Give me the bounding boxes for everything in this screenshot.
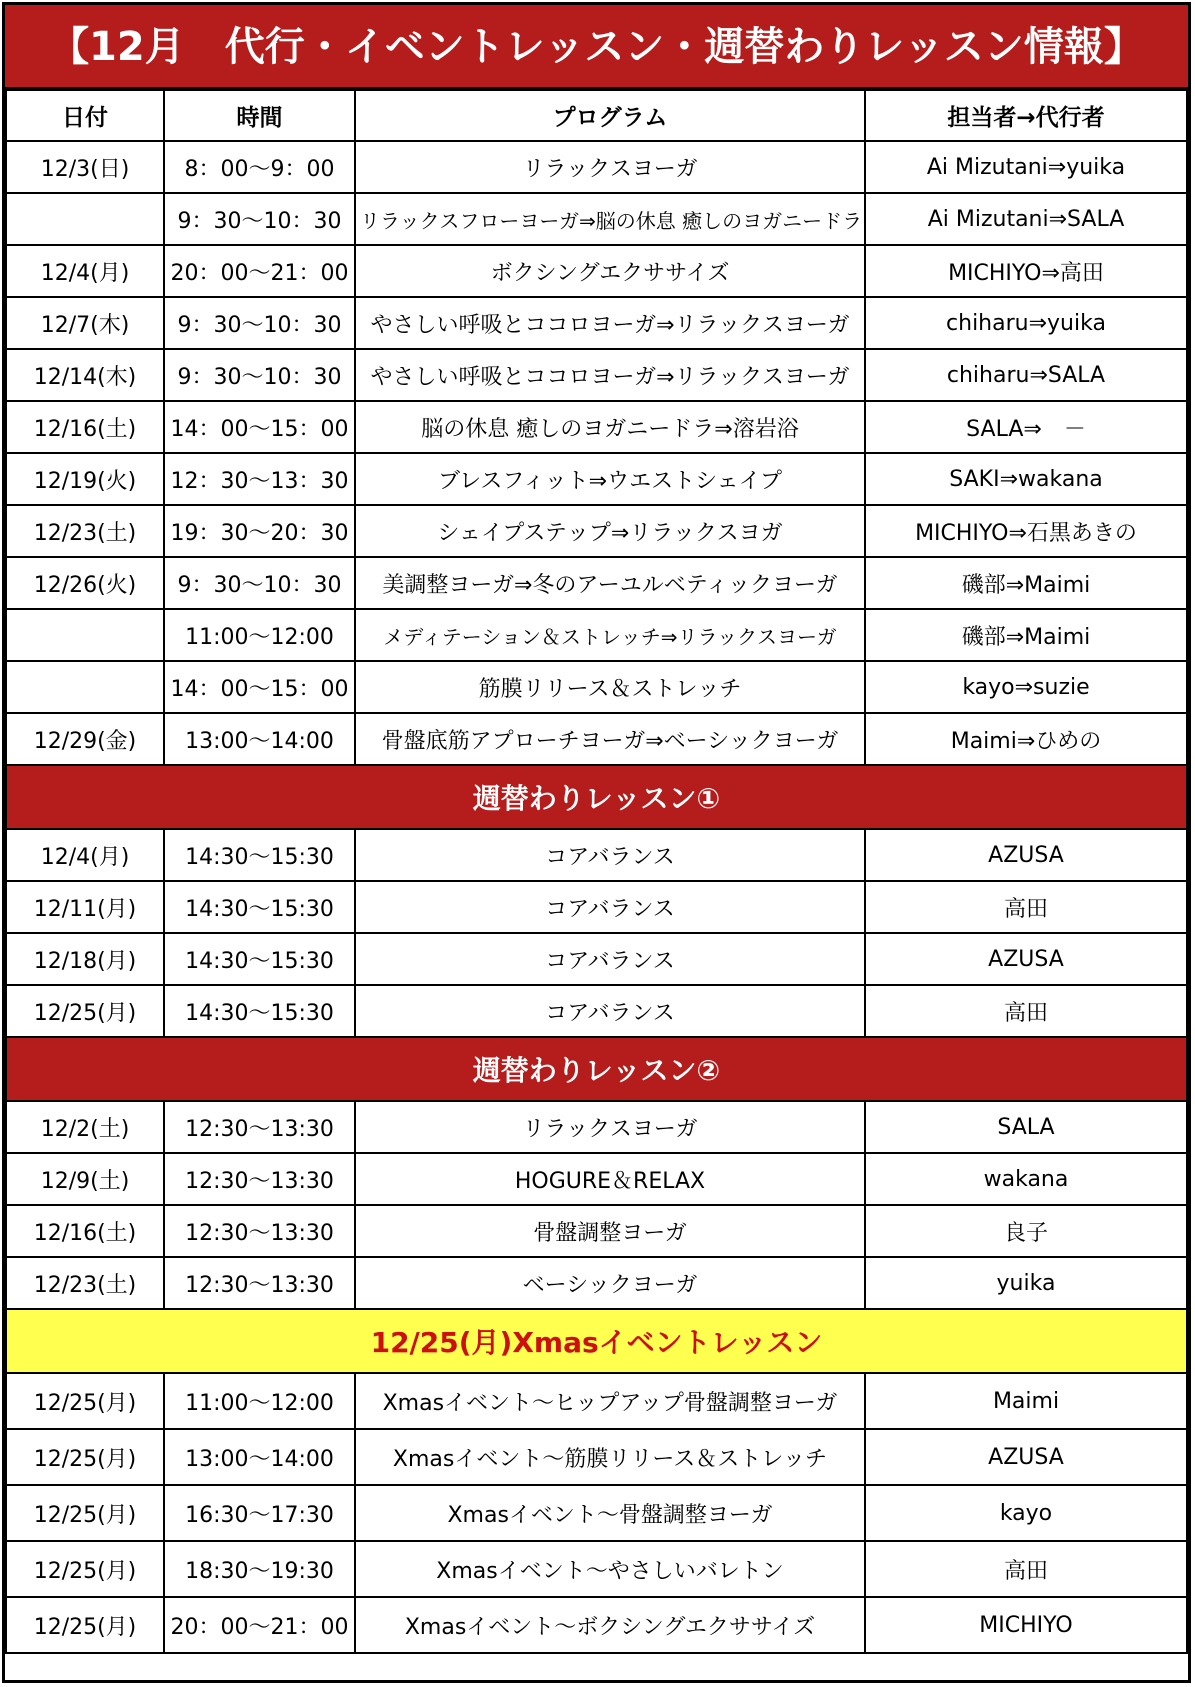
program-cell: Xmasイベント～骨盤調整ヨーガ (355, 1485, 865, 1541)
program-cell: シェイプステップ⇒リラックスヨガ (355, 505, 865, 557)
instructor-cell: SALA⇒ － (865, 401, 1187, 453)
time-cell: 9：30～10：30 (164, 557, 355, 609)
program-cell: 骨盤調整ヨーガ (355, 1205, 865, 1257)
table-row (6, 1153, 1187, 1205)
time-cell: 14:30～15:30 (164, 881, 355, 933)
program-cell: Xmasイベント～やさしいバレトン (355, 1541, 865, 1597)
table-row (6, 193, 1187, 245)
section-weekly-2 (6, 1037, 1187, 1101)
instructor-cell: 高田 (865, 985, 1187, 1037)
date-cell: 12/29(金) (6, 713, 164, 765)
program-cell: コアバランス (355, 933, 865, 985)
program-cell: HOGURE＆RELAX (355, 1153, 865, 1205)
section-xmas (6, 1309, 1187, 1373)
time-cell: 9：30～10：30 (164, 193, 355, 245)
section-weekly-1-title: 週替わりレッスン① (6, 765, 1187, 829)
program-cell: コアバランス (355, 985, 865, 1037)
program-cell: Xmasイベント～筋膜リリース＆ストレッチ (355, 1429, 865, 1485)
program-cell: やさしい呼吸とココロヨーガ⇒リラックスヨーガ (355, 349, 865, 401)
instructor-cell: Maimi⇒ひめの (865, 713, 1187, 765)
time-cell: 9：30～10：30 (164, 349, 355, 401)
date-cell: 12/25(月) (6, 1373, 164, 1429)
instructor-cell: chiharu⇒yuika (865, 297, 1187, 349)
table-row (6, 1597, 1187, 1653)
program-cell: ボクシングエクササイズ (355, 245, 865, 297)
instructor-cell: kayo (865, 1485, 1187, 1541)
date-cell: 12/23(土) (6, 505, 164, 557)
table-row (6, 245, 1187, 297)
section-weekly-1 (6, 765, 1187, 829)
time-cell: 12:30～13:30 (164, 1257, 355, 1309)
instructor-cell: 良子 (865, 1205, 1187, 1257)
time-cell: 14：00～15：00 (164, 661, 355, 713)
table-row (6, 557, 1187, 609)
instructor-cell: AZUSA (865, 1429, 1187, 1485)
instructor-cell: 磯部⇒Maimi (865, 609, 1187, 661)
program-cell: リラックスフローヨーガ⇒脳の休息 癒しのヨガニードラ (355, 193, 865, 245)
date-cell: 12/3(日) (6, 141, 164, 193)
table-row (6, 141, 1187, 193)
program-cell: ベーシックヨーガ (355, 1257, 865, 1309)
instructor-cell: Maimi (865, 1373, 1187, 1429)
time-cell: 14:30～15:30 (164, 829, 355, 881)
time-cell: 14:30～15:30 (164, 933, 355, 985)
table-row (6, 297, 1187, 349)
date-cell: 12/23(土) (6, 1257, 164, 1309)
date-cell: 12/11(月) (6, 881, 164, 933)
program-cell: 脳の休息 癒しのヨガニードラ⇒溶岩浴 (355, 401, 865, 453)
instructor-cell: MICHIYO⇒高田 (865, 245, 1187, 297)
instructor-cell: kayo⇒suzie (865, 661, 1187, 713)
instructor-cell: Ai Mizutani⇒yuika (865, 141, 1187, 193)
time-cell: 8：00～9：00 (164, 141, 355, 193)
program-cell: Xmasイベント～ボクシングエクササイズ (355, 1597, 865, 1653)
program-cell: Xmasイベント～ヒップアップ骨盤調整ヨーガ (355, 1373, 865, 1429)
table-row (6, 349, 1187, 401)
date-cell: 12/16(土) (6, 1205, 164, 1257)
table-row (6, 505, 1187, 557)
time-cell: 11:00～12:00 (164, 609, 355, 661)
date-cell: 12/9(土) (6, 1153, 164, 1205)
table-row (6, 713, 1187, 765)
table-row (6, 881, 1187, 933)
program-cell: コアバランス (355, 829, 865, 881)
time-cell: 19：30～20：30 (164, 505, 355, 557)
date-cell: 12/2(土) (6, 1101, 164, 1153)
instructor-cell: chiharu⇒SALA (865, 349, 1187, 401)
time-cell: 11:00～12:00 (164, 1373, 355, 1429)
time-cell: 9：30～10：30 (164, 297, 355, 349)
time-cell: 16:30～17:30 (164, 1485, 355, 1541)
program-cell: やさしい呼吸とココロヨーガ⇒リラックスヨーガ (355, 297, 865, 349)
table-row (6, 829, 1187, 881)
time-cell: 12:30～13:30 (164, 1101, 355, 1153)
table-row (6, 985, 1187, 1037)
header-instructor: 担当者→代行者 (865, 90, 1187, 141)
program-cell: コアバランス (355, 881, 865, 933)
page-title: 【12月 代行・イベントレッスン・週替わりレッスン情報】 (5, 5, 1188, 89)
instructor-cell: SAKI⇒wakana (865, 453, 1187, 505)
date-cell: 12/25(月) (6, 1485, 164, 1541)
section-xmas-title: 12/25(月)Xmasイベントレッスン (6, 1309, 1187, 1373)
date-cell (6, 609, 164, 661)
instructor-cell: wakana (865, 1153, 1187, 1205)
time-cell: 12：30～13：30 (164, 453, 355, 505)
header-row (6, 90, 1187, 141)
program-cell: リラックスヨーガ (355, 1101, 865, 1153)
date-cell: 12/14(木) (6, 349, 164, 401)
date-cell: 12/19(火) (6, 453, 164, 505)
header-program: プログラム (355, 90, 865, 141)
table-row (6, 1541, 1187, 1597)
schedule-table (5, 89, 1188, 1654)
date-cell (6, 661, 164, 713)
time-cell: 14：00～15：00 (164, 401, 355, 453)
time-cell: 13:00～14:00 (164, 713, 355, 765)
time-cell: 20：00～21：00 (164, 1597, 355, 1653)
time-cell: 12:30～13:30 (164, 1153, 355, 1205)
instructor-cell: AZUSA (865, 829, 1187, 881)
header-time: 時間 (164, 90, 355, 141)
table-row (6, 1485, 1187, 1541)
date-cell (6, 193, 164, 245)
date-cell: 12/18(月) (6, 933, 164, 985)
instructor-cell: AZUSA (865, 933, 1187, 985)
instructor-cell: MICHIYO (865, 1597, 1187, 1653)
date-cell: 12/25(月) (6, 1597, 164, 1653)
instructor-cell: 高田 (865, 1541, 1187, 1597)
table-row (6, 1429, 1187, 1485)
instructor-cell: MICHIYO⇒石黒あきの (865, 505, 1187, 557)
instructor-cell: SALA (865, 1101, 1187, 1153)
time-cell: 12:30～13:30 (164, 1205, 355, 1257)
section-weekly-2-title: 週替わりレッスン② (6, 1037, 1187, 1101)
date-cell: 12/26(火) (6, 557, 164, 609)
date-cell: 12/16(土) (6, 401, 164, 453)
date-cell: 12/25(月) (6, 985, 164, 1037)
program-cell: 美調整ヨーガ⇒冬のアーユルベティックヨーガ (355, 557, 865, 609)
table-row (6, 609, 1187, 661)
instructor-cell: 高田 (865, 881, 1187, 933)
program-cell: メディテーション＆ストレッチ⇒リラックスヨーガ (355, 609, 865, 661)
instructor-cell: 磯部⇒Maimi (865, 557, 1187, 609)
table-row (6, 401, 1187, 453)
table-row (6, 1101, 1187, 1153)
program-cell: リラックスヨーガ (355, 141, 865, 193)
table-row (6, 1373, 1187, 1429)
date-cell: 12/25(月) (6, 1429, 164, 1485)
date-cell: 12/25(月) (6, 1541, 164, 1597)
date-cell: 12/4(月) (6, 245, 164, 297)
table-row (6, 453, 1187, 505)
date-cell: 12/7(木) (6, 297, 164, 349)
program-cell: 骨盤底筋アプローチヨーガ⇒ベーシックヨーガ (355, 713, 865, 765)
instructor-cell: yuika (865, 1257, 1187, 1309)
time-cell: 18:30～19:30 (164, 1541, 355, 1597)
time-cell: 14:30～15:30 (164, 985, 355, 1037)
program-cell: ブレスフィット⇒ウエストシェイプ (355, 453, 865, 505)
table-row (6, 933, 1187, 985)
table-row (6, 661, 1187, 713)
table-row (6, 1257, 1187, 1309)
header-date: 日付 (6, 90, 164, 141)
table-row (6, 1205, 1187, 1257)
schedule-sheet (2, 2, 1191, 1683)
time-cell: 20：00～21：00 (164, 245, 355, 297)
program-cell: 筋膜リリース＆ストレッチ (355, 661, 865, 713)
date-cell: 12/4(月) (6, 829, 164, 881)
instructor-cell: Ai Mizutani⇒SALA (865, 193, 1187, 245)
time-cell: 13:00～14:00 (164, 1429, 355, 1485)
